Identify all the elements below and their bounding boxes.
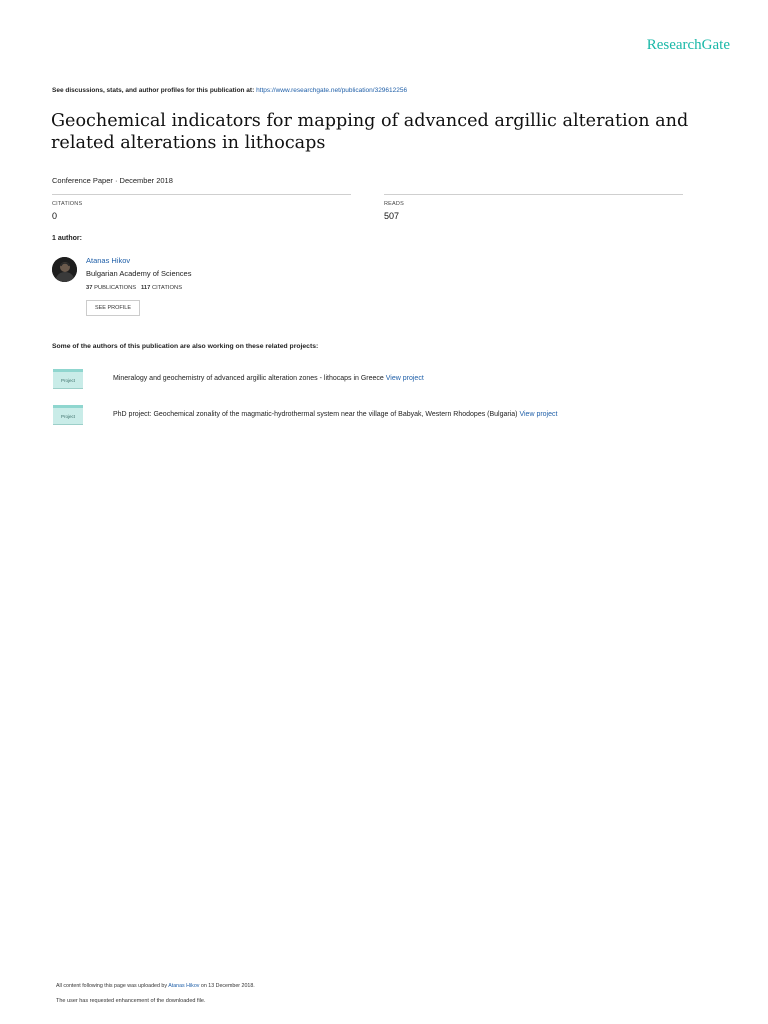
discussion-line — [52, 87, 407, 94]
author-citations-label: CITATIONS — [152, 285, 183, 291]
see-profile-button[interactable]: SEE PROFILE — [86, 300, 140, 316]
author-name-link[interactable]: Atanas Hikov — [86, 256, 131, 265]
researchgate-logo[interactable]: ResearchGate — [646, 37, 730, 53]
citations-label: CITATIONS — [52, 201, 83, 207]
citations-value: 0 — [52, 211, 58, 221]
project-thumbnail[interactable] — [53, 405, 83, 425]
view-project-link[interactable]: View project — [385, 375, 424, 382]
reads-divider — [384, 194, 683, 195]
project-thumbnail-label: Project — [53, 408, 83, 425]
reads-label: READS — [384, 201, 404, 207]
author-stats — [86, 285, 182, 291]
project-thumbnail[interactable] — [53, 369, 83, 389]
enhancement-note: The user has requested enhancement of the downloaded file. — [56, 998, 206, 1004]
project-thumbnail-label: Project — [53, 372, 83, 389]
author-publications-count: 37 — [86, 285, 93, 291]
related-project-title: Mineralogy and geochemistry of advanced argillic alteration zones - lithocaps in Greece — [113, 375, 386, 382]
authors-heading: 1 author: — [52, 235, 82, 242]
author-publications-label: PUBLICATIONS — [94, 285, 137, 291]
upload-info — [56, 983, 255, 989]
publication-title: Geochemical indicators for mapping of advanced argillic alteration and related alterations in lithocaps — [51, 111, 689, 153]
related-project-item — [113, 411, 557, 418]
author-institution: Bulgarian Academy of Sciences — [86, 269, 192, 278]
upload-prefix: All content following this page was uploaded by — [56, 983, 169, 989]
related-projects-heading: Some of the authors of this publication are also working on these related projects: — [52, 343, 319, 350]
author-photo-icon — [52, 257, 77, 282]
discussion-text: See discussions, stats, and author profiles for this publication at: — [52, 87, 257, 94]
view-project-link[interactable]: View project — [519, 411, 558, 418]
related-project-title: PhD project: Geochemical zonality of the magmatic-hydrothermal system near the village of Babyak, Western Rhodopes (Bulgaria) — [113, 411, 520, 418]
reads-value: 507 — [384, 211, 400, 221]
publication-url-link[interactable]: https://www.researchgate.net/publication/329612256 — [256, 87, 408, 94]
citations-divider — [52, 194, 351, 195]
author-citations-count: 117 — [141, 285, 151, 291]
uploader-link[interactable]: Atanas Hikov — [168, 983, 200, 989]
author-avatar[interactable] — [52, 257, 77, 282]
publication-type-date: Conference Paper · December 2018 — [52, 176, 173, 185]
related-project-item — [113, 375, 424, 382]
upload-suffix: on 13 December 2018. — [199, 983, 255, 989]
